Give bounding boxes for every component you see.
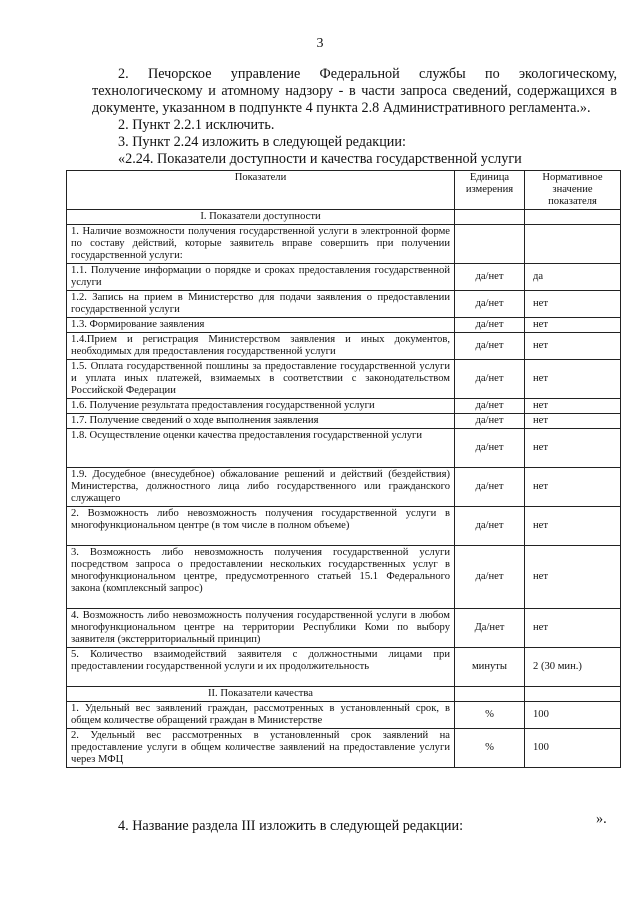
indicator-value: нет [525,609,621,648]
closing-quote: ». [596,811,607,827]
table-row [67,264,621,291]
section-title: I. Показатели доступности [67,210,455,225]
indicator-name: 1. Наличие возможности получения государственной услуги в электронной форме по составу действий, которые заявитель вправе совершить при получении государственной услуги: [67,225,455,264]
header-unit: Единица измерения [455,171,525,210]
indicator-unit: да/нет [455,291,525,318]
indicator-unit: да/нет [455,264,525,291]
indicator-name: 3. Возможность либо невозможность получения государственной услуги посредством запроса о предоставлении нескольких государственных услуг в многофункциональном центре, предусмотренного статьей 15.1 Федерального закона (комплексный запрос) [67,546,455,609]
indicator-name: 2. Удельный вес рассмотренных в установленный срок заявлений на предоставление услуги в общем количестве заявлений на предоставление услуги через МФЦ [67,729,455,768]
paragraph-2: 2. Пункт 2.2.1 исключить. [118,117,275,133]
table-row [67,429,621,468]
indicator-unit [455,225,525,264]
indicator-name: 1.3. Формирование заявления [67,318,455,333]
table-row [67,507,621,546]
indicator-name: 1.9. Досудебное (внесудебное) обжалование решений и действий (бездействия) Министерства, должностного лица либо государственного или гражданского служащего [67,468,455,507]
footer-paragraph: 4. Название раздела III изложить в следующей редакции: [118,818,464,834]
indicator-name: 1.7. Получение сведений о ходе выполнения заявления [67,414,455,429]
section-header-row [67,210,621,225]
indicator-name: 5. Количество взаимодействий заявителя с должностными лицами при предоставлении государственной услуги и их продолжительность [67,648,455,687]
indicator-unit: да/нет [455,468,525,507]
indicator-unit: да/нет [455,360,525,399]
table-row [67,225,621,264]
table-row [67,360,621,399]
indicator-name: 1.2. Запись на прием в Министерство для подачи заявления о предоставлении государственной услуги [67,291,455,318]
indicator-unit: да/нет [455,429,525,468]
indicator-unit: да/нет [455,414,525,429]
indicator-value: 100 [525,702,621,729]
indicator-value: 100 [525,729,621,768]
indicator-name: 2. Возможность либо невозможность получения государственной услуги в многофункциональном центре (в том числе в полном объеме) [67,507,455,546]
table-row [67,546,621,609]
table-row [67,609,621,648]
indicator-value: нет [525,333,621,360]
indicator-value: 2 (30 мин.) [525,648,621,687]
indicator-name: 1. Удельный вес заявлений граждан, рассмотренных в установленный срок, в общем количестве обращений граждан в Министерстве [67,702,455,729]
paragraph-1: 2. Печорское управление Федеральной службы по экологическому, технологическому и атомному надзору - в части запроса сведений, содержащихся в документе, указанном в подпункте 4 пункта 2.8 Административного регламента.». [92,66,617,116]
indicator-value: нет [525,360,621,399]
indicator-name: 1.4.Прием и регистрация Министерством заявления и иных документов, необходимых для предоставления государственной услуги [67,333,455,360]
indicator-name: 1.6. Получение результата предоставления государственной услуги [67,399,455,414]
table-row [67,333,621,360]
indicator-value: нет [525,507,621,546]
section-title: II. Показатели качества [67,687,455,702]
table-row [67,729,621,768]
indicator-unit: да/нет [455,333,525,360]
indicator-value: нет [525,399,621,414]
header-indicators: Показатели [67,171,455,210]
paragraph-4-table-title: «2.24. Показатели доступности и качества государственной услуги [118,151,522,167]
table-header-row [67,171,621,210]
indicator-value: да [525,264,621,291]
indicator-value [525,225,621,264]
section-empty-cell [525,687,621,702]
indicator-unit: да/нет [455,318,525,333]
section-empty-cell [525,210,621,225]
indicator-name: 1.1. Получение информации о порядке и сроках предоставления государственной услуги [67,264,455,291]
section-header-row [67,687,621,702]
indicator-name: 1.8. Осуществление оценки качества предоставления государственной услуги [67,429,455,468]
indicator-name: 4. Возможность либо невозможность получения государственной услуги в любом многофункциональном центре на территории Республики Коми по выбору заявителя (экстерриториальный принцип) [67,609,455,648]
indicator-unit: да/нет [455,546,525,609]
table-row [67,648,621,687]
page-number: 3 [316,36,324,51]
indicator-value: нет [525,414,621,429]
indicator-value: нет [525,318,621,333]
section-empty-cell [455,210,525,225]
indicator-value: нет [525,291,621,318]
table-row [67,702,621,729]
header-normative-value: Нормативное значение показателя [525,171,621,210]
indicator-unit: да/нет [455,507,525,546]
table-row [67,414,621,429]
table-row [67,468,621,507]
indicator-value: нет [525,546,621,609]
indicator-unit: % [455,702,525,729]
table-row [67,291,621,318]
indicator-unit: да/нет [455,399,525,414]
indicators-table [66,170,621,768]
indicator-unit: Да/нет [455,609,525,648]
indicator-value: нет [525,468,621,507]
indicator-name: 1.5. Оплата государственной пошлины за предоставление государственной услуги и уплата иных платежей, взимаемых в соответствии с законодательством Российской Федерации [67,360,455,399]
indicator-unit: % [455,729,525,768]
paragraph-3: 3. Пункт 2.24 изложить в следующей редакции: [118,134,406,150]
indicator-value: нет [525,429,621,468]
table-row [67,318,621,333]
table-row [67,399,621,414]
indicator-unit: минуты [455,648,525,687]
section-empty-cell [455,687,525,702]
